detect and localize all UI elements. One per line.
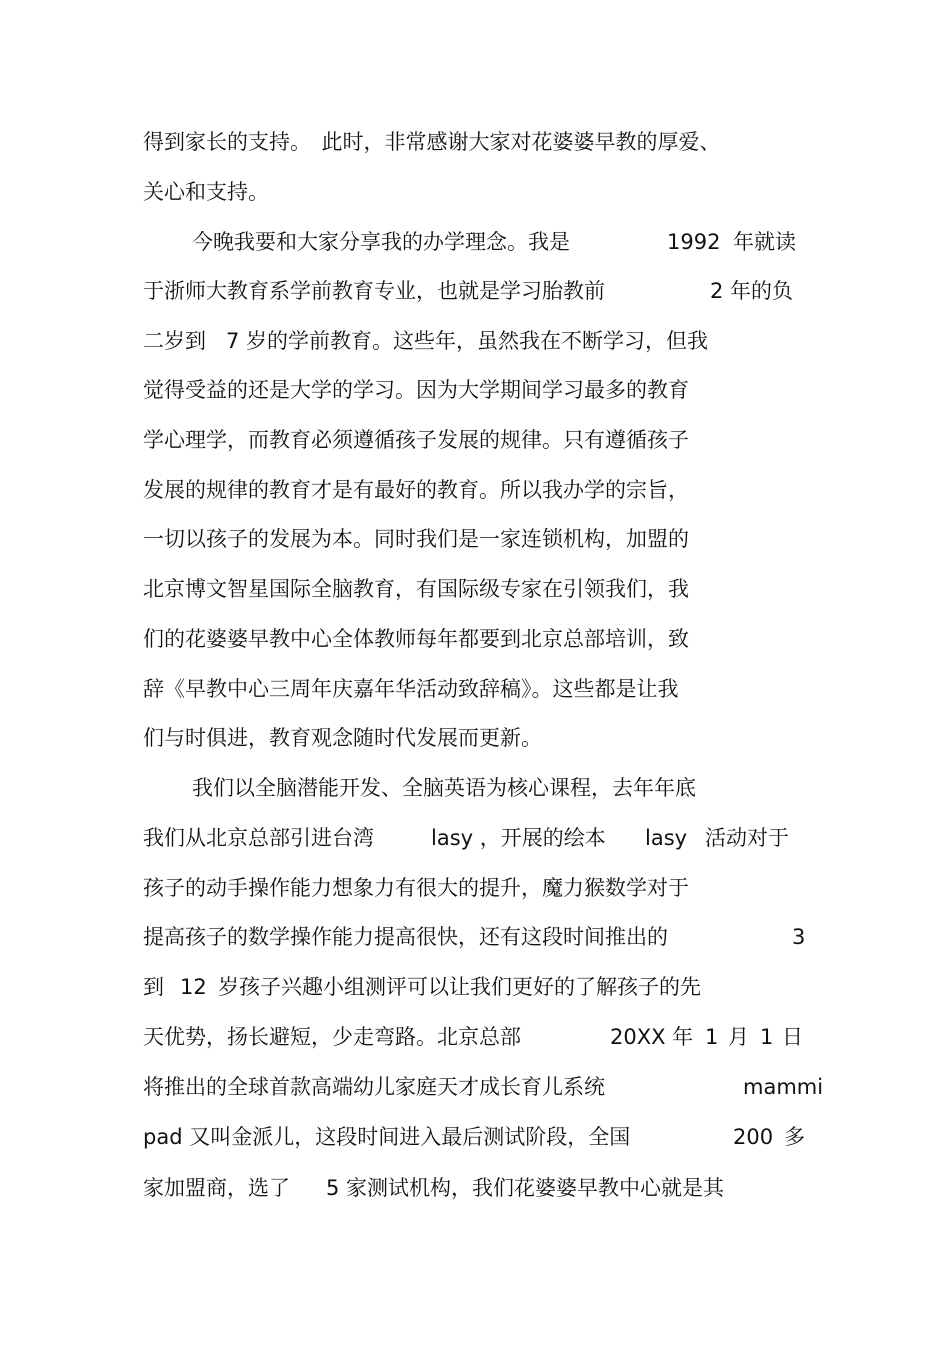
text-segment: 多: [784, 1125, 805, 1149]
text-segment: 3: [792, 925, 806, 949]
text-segment: 1: [705, 1025, 719, 1049]
text-segment: 1992: [667, 230, 721, 254]
text-segment: 提高孩子的数学操作能力提高很快，还有这段时间推出的: [143, 925, 668, 949]
text-segment: 得到家长的支持。 此时，非常感谢大家对花婆婆早教的厚爱、: [143, 130, 721, 154]
text-segment: pad 又叫金派儿，这段时间进入最后测试阶段，全国: [143, 1125, 631, 1149]
text-segment: 们与时俱进，教育观念随时代发展而更新。: [143, 726, 542, 750]
text-segment: 学心理学，而教育必须遵循孩子发展的规律。只有遵循孩子: [143, 428, 689, 452]
text-segment: 觉得受益的还是大学的学习。因为大学期间学习最多的教育: [143, 378, 689, 402]
text-segment: 们的花婆婆早教中心全体教师每年都要到北京总部培训，致: [143, 627, 689, 651]
text-segment: 到: [143, 975, 164, 999]
text-segment: 活动对于: [705, 826, 789, 850]
text-segment: 我们以全脑潜能开发、全脑英语为核心课程，去年年底: [192, 776, 696, 800]
text-segment: lasy: [645, 826, 688, 850]
text-segment: 年就读: [733, 230, 796, 254]
text-segment: 月: [728, 1025, 749, 1049]
text-segment: 将推出的全球首款高端幼儿家庭天才成长育儿系统: [143, 1075, 605, 1099]
text-segment: 辞《早教中心三周年庆嘉年华活动致辞稿》。这些都是让我: [143, 677, 679, 701]
text-segment: lasy ，开展的绘本: [431, 826, 606, 850]
text-segment: 家加盟商，选了: [143, 1176, 290, 1200]
text-segment: 于浙师大教育系学前教育专业，也就是学习胎教前: [143, 279, 605, 303]
text-segment: 1: [760, 1025, 774, 1049]
text-segment: 2 年的负: [710, 279, 794, 303]
text-segment: mammi: [743, 1075, 824, 1099]
text-segment: 岁孩子兴趣小组测评可以让我们更好的了解孩子的先: [218, 975, 701, 999]
text-segment: 今晚我要和大家分享我的办学理念。我是: [192, 230, 570, 254]
text-segment: 5 家测试机构，我们花婆婆早教中心就是其: [326, 1176, 725, 1200]
text-segment: 12: [180, 975, 207, 999]
text-segment: 我们从北京总部引进台湾: [143, 826, 374, 850]
text-segment: 二岁到: [143, 329, 206, 353]
text-segment: 7 岁的学前教育。这些年，虽然我在不断学习，但我: [226, 329, 709, 353]
text-segment: 20XX 年: [610, 1025, 694, 1049]
text-segment: 一切以孩子的发展为本。同时我们是一家连锁机构，加盟的: [143, 527, 689, 551]
text-segment: 北京博文智星国际全脑教育，有国际级专家在引领我们，我: [143, 577, 689, 601]
text-segment: 发展的规律的教育才是有最好的教育。所以我办学的宗旨，: [143, 478, 689, 502]
text-segment: 天优势，扬长避短，少走弯路。北京总部: [143, 1025, 521, 1049]
text-segment: 日: [782, 1025, 803, 1049]
text-segment: 孩子的动手操作能力想象力有很大的提升，魔力猴数学对于: [143, 876, 689, 900]
text-segment: 关心和支持。: [143, 180, 269, 204]
text-segment: 200: [733, 1125, 774, 1149]
